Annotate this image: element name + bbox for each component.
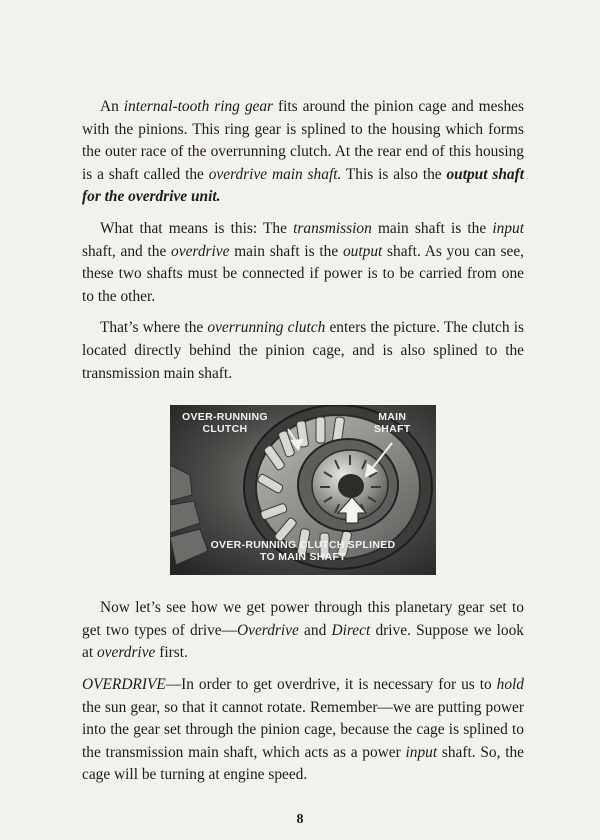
text-run: main shaft is the [229,242,343,260]
text-run: What that means is this: The [100,219,294,237]
callout-line: TO MAIN SHAFT [260,551,346,564]
text-run: That’s where the [100,319,208,337]
text-run: the sun gear, so that it cannot rotate. Remember—we are putting power into the gear set through the pinion cage, because the cage is splined to the transmission main shaft, which acts as a power [82,698,524,761]
callout-line: SHAFT [374,423,411,436]
callout-over-running-clutch [182,411,268,435]
emphasis-text: internal-tooth ring gear [123,98,274,115]
text-run: —In order to get overdrive, it is necessary for us to [165,675,497,693]
paragraph-ring-gear [82,96,524,209]
text-run: enters the picture. The clutch is located directly behind the pinion cage, and is also splined to the transmission main shaft. [82,319,524,382]
emphasis-text: overdrive [171,242,230,260]
emphasis-text: transmission [293,219,372,237]
text-run: shaft, and the [82,242,172,260]
paragraph-shafts [82,218,524,308]
emphasis-text: input [492,219,524,237]
callout-line: OVER-RUNNING [182,411,268,424]
paragraph-overrunning-clutch [82,317,524,385]
text-run: shaft. So, the cage will be turning at engine speed. [82,743,524,784]
callout-line: MAIN [378,411,407,424]
page-body [82,96,524,796]
text-run: first. [155,644,188,662]
bold-emphasis-text: output shaft for the overdrive unit. [82,165,524,206]
section-heading-inline: OVERDRIVE [82,675,166,693]
paragraph-two-drives [82,597,524,665]
text-run: This is also the [341,165,447,183]
text-run: and [298,621,332,639]
emphasis-text: overdrive [96,644,156,662]
callout-main-shaft [374,411,411,435]
emphasis-text: input [405,743,438,761]
callout-line: CLUTCH [202,423,248,436]
text-run: fits around the pinion cage and meshes with the pinions. This ring gear is splined to the housing which forms the outer race of the overrunning clutch. At the rear end of this housing is a shaft called the [82,98,524,183]
emphasis-text: hold [496,675,524,693]
callout-line: OVER-RUNNING CLUTCH SPLINED [210,539,396,552]
emphasis-text: overrunning clutch [207,319,326,337]
text-run: main shaft is the [371,219,493,237]
emphasis-text: Direct [331,621,371,639]
emphasis-text: overdrive main shaft. [208,165,342,183]
text-run: drive. Suppose we look at [82,621,524,662]
paragraph-overdrive [82,674,524,787]
text-run: shaft. As you can see, these two shafts must be connected if power is to be carried from one to the other. [82,242,524,305]
text-run: Now let’s see how we get power through this planetary gear set to get two types of drive— [82,599,524,639]
emphasis-text: Overdrive [237,621,299,639]
page-number: 8 [296,812,304,827]
emphasis-text: output [342,242,383,260]
clutch-photo [170,405,436,575]
callout-clutch-splined [170,539,436,563]
text-run: An [100,98,124,115]
